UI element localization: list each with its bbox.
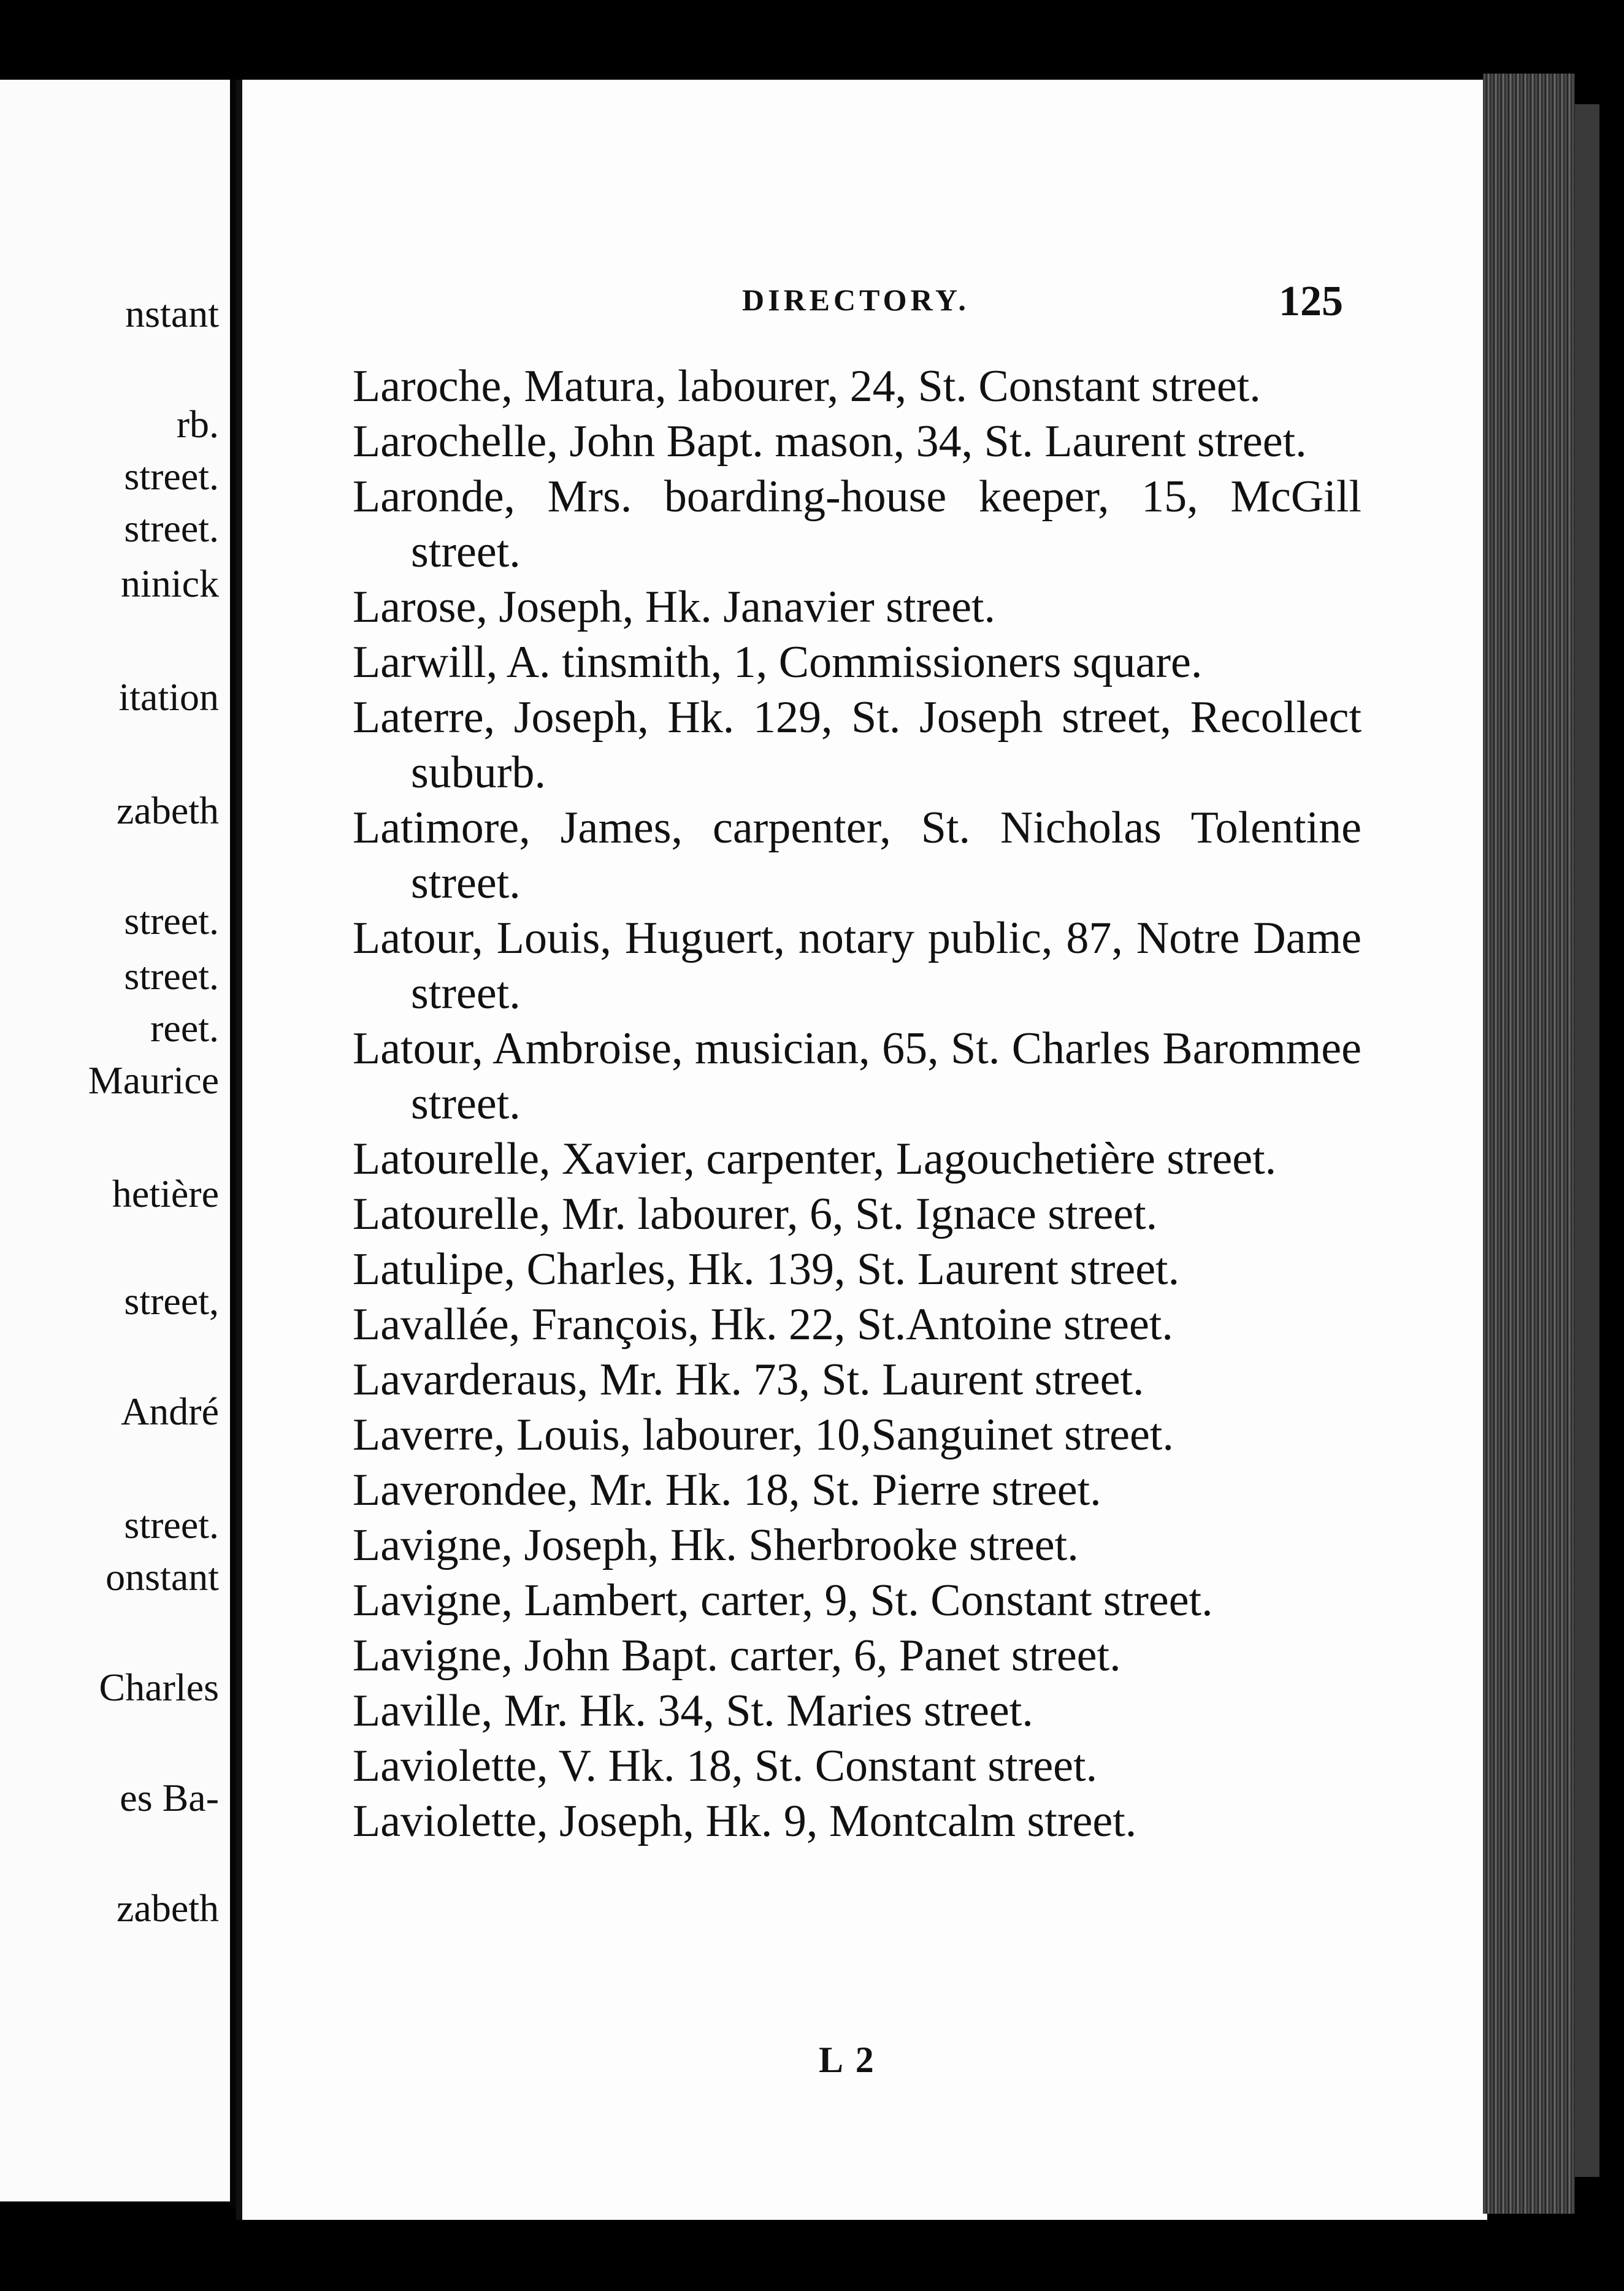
left-line: André — [121, 1390, 219, 1433]
directory-entry: Lavigne, Lambert, carter, 9, St. Constant street. — [353, 1575, 1213, 1626]
directory-entry: Latourelle, Xavier, carpenter, Lagouchetière street. — [353, 1134, 1277, 1184]
left-line: rb. — [176, 402, 219, 446]
directory-entry: Laville, Mr. Hk. 34, St. Maries street. — [353, 1686, 1033, 1736]
directory-entry: Laverre, Louis, labourer, 10,Sanguinet street. — [353, 1410, 1174, 1460]
directory-page — [236, 80, 1487, 2220]
left-line: street. — [124, 954, 219, 998]
directory-entry: Latour, Ambroise, musician, 65, St. Charles Barommee street. — [353, 1023, 1362, 1129]
directory-entry: Laronde, Mrs. boarding-house keeper, 15, McGill street. — [353, 472, 1362, 577]
previous-page-text — [0, 80, 230, 2201]
page-header — [242, 278, 1487, 325]
left-line: hetière — [112, 1172, 219, 1215]
left-line: street. — [124, 899, 219, 943]
directory-entry: Laterre, Joseph, Hk. 129, St. Joseph street, Recollect suburb. — [353, 692, 1362, 798]
book-cover-edge — [1575, 104, 1599, 2177]
directory-entry: Laviolette, Joseph, Hk. 9, Montcalm street. — [353, 1796, 1137, 1846]
running-head: DIRECTORY. — [742, 283, 970, 317]
directory-entry: Lavarderaus, Mr. Hk. 73, St. Laurent street. — [353, 1355, 1144, 1405]
left-line: Maurice — [88, 1058, 219, 1102]
directory-entries — [353, 359, 1362, 1849]
left-line: street. — [124, 507, 219, 550]
left-line: ninick — [121, 562, 219, 605]
directory-entry: Laverondee, Mr. Hk. 18, St. Pierre street. — [353, 1465, 1101, 1515]
directory-entry: Laroche, Matura, labourer, 24, St. Constant street. — [353, 361, 1261, 411]
directory-entry: Lavallée, François, Hk. 22, St.Antoine street. — [353, 1299, 1173, 1350]
left-line: street. — [124, 454, 219, 498]
directory-entry: Larochelle, John Bapt. mason, 34, St. Laurent street. — [353, 416, 1307, 467]
signature-mark: L 2 — [819, 2040, 876, 2080]
directory-entry: Latourelle, Mr. labourer, 6, St. Ignace street. — [353, 1189, 1158, 1239]
left-line: zabeth — [117, 789, 219, 832]
directory-entry: Larwill, A. tinsmith, 1, Commissioners square. — [353, 637, 1203, 687]
previous-page-strip — [0, 80, 230, 2201]
directory-entry: Lavigne, Joseph, Hk. Sherbrooke street. — [353, 1520, 1079, 1570]
left-line: Charles — [99, 1666, 219, 1709]
left-line: street, — [124, 1279, 219, 1323]
directory-entry: Laviolette, V. Hk. 18, St. Constant street. — [353, 1741, 1098, 1791]
left-line: es Ba- — [120, 1776, 219, 1819]
left-line: reet. — [150, 1006, 219, 1050]
left-line: street. — [124, 1503, 219, 1547]
left-line: nstant — [125, 292, 219, 335]
directory-entry: Latimore, James, carpenter, St. Nicholas Tolentine street. — [353, 803, 1362, 908]
page-number: 125 — [1279, 278, 1343, 325]
left-line: itation — [118, 675, 219, 719]
directory-entry: Lavigne, John Bapt. carter, 6, Panet street. — [353, 1631, 1121, 1681]
directory-entry: Latulipe, Charles, Hk. 139, St. Laurent street. — [353, 1244, 1180, 1295]
left-line: zabeth — [117, 1886, 219, 1930]
directory-entry: Latour, Louis, Huguert, notary public, 87, Notre Dame street. — [353, 913, 1362, 1019]
page-stack-edge — [1483, 74, 1575, 2214]
directory-entry: Larose, Joseph, Hk. Janavier street. — [353, 582, 995, 632]
left-line: onstant — [105, 1555, 219, 1599]
